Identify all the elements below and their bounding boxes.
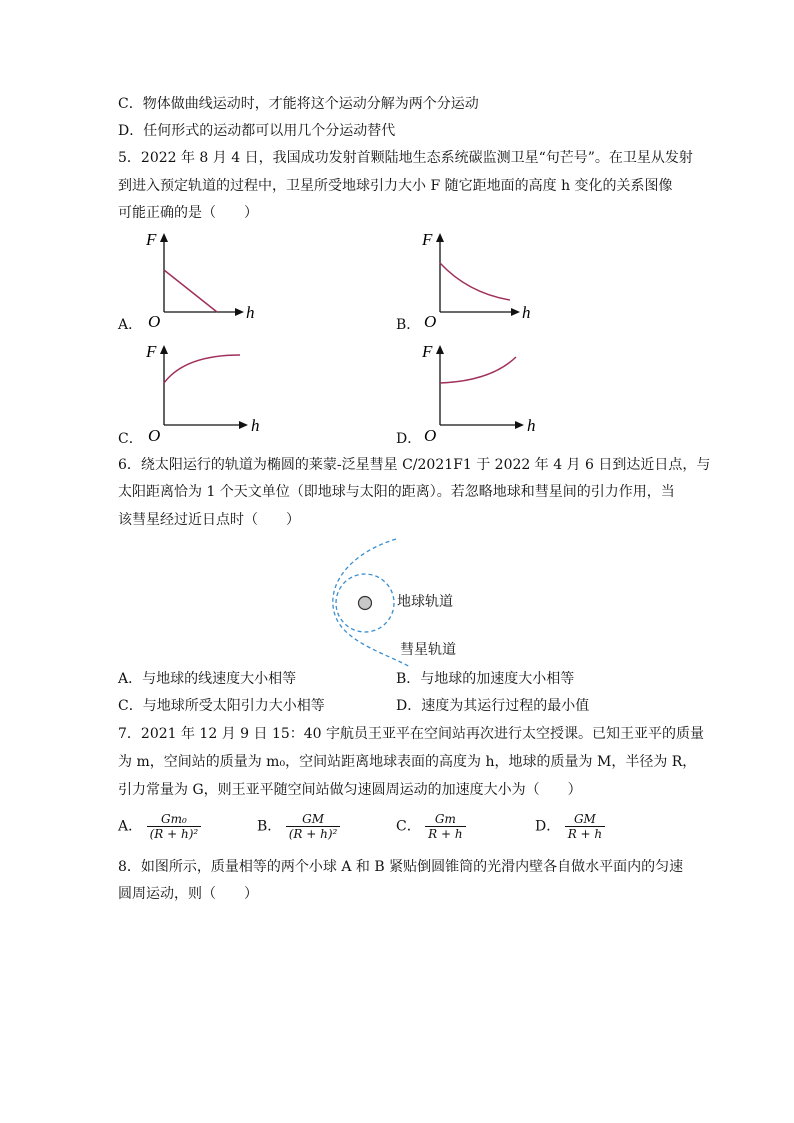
axis-label-h: h — [522, 303, 531, 322]
comet-orbit-label: 彗星轨道 — [400, 642, 456, 658]
denominator: (R + h)² — [288, 827, 338, 841]
q6-stem-line1: 6．绕太阳运行的轨道为椭圆的莱蒙-泛星彗星 C/2021F1 于 2022 年 4 月 6 日到达近日点，与 — [118, 457, 711, 473]
q7-option-b — [257, 812, 340, 841]
earth-orbit-label: 地球轨道 — [397, 594, 453, 610]
q5-stem-line2: 到进入预定轨道的过程中，卫星所受地球引力大小 F 随它距地面的高度 h 变化的关系图像 — [118, 178, 673, 194]
q5-stem-line1: 5．2022 年 8 月 4 日，我国成功发射首颗陆地生态系统碳监测卫星“句芒号”。在卫星从发射 — [118, 150, 693, 166]
numerator: Gm₀ — [147, 812, 202, 827]
q7-option-a — [118, 812, 201, 841]
y-axis-arrow-icon — [436, 233, 444, 242]
q4-option-c: C．物体做曲线运动时，才能将这个运动分解为两个分运动 — [118, 96, 479, 112]
q5-graph-a — [140, 225, 270, 335]
axis-label-h: h — [246, 303, 255, 322]
q7-stem-line3: 引力常量为 G，则王亚平随空间站做匀速圆周运动的加速度大小为（ ） — [118, 782, 582, 798]
q5-option-c-label: C． — [118, 431, 143, 447]
origin-label: O — [424, 312, 437, 331]
x-axis-arrow-icon — [235, 308, 244, 316]
q5-option-a-label: A． — [118, 317, 143, 333]
axis-label-h: h — [527, 416, 536, 435]
q5-graph-d — [416, 337, 551, 449]
axis-label-f: F — [146, 342, 157, 361]
q5-stem-line3: 可能正确的是（ ） — [118, 205, 258, 221]
q8-stem-line2: 圆周运动，则（ ） — [118, 886, 258, 902]
q7-option-c — [396, 812, 466, 841]
formula — [286, 812, 341, 841]
force-curve — [164, 270, 217, 312]
y-axis-arrow-icon — [160, 233, 168, 242]
x-axis-arrow-icon — [515, 421, 524, 429]
axis-label-f: F — [146, 230, 157, 249]
q5-graph-b — [416, 225, 546, 335]
q8-stem-line1: 8．如图所示，质量相等的两个小球 A 和 B 紧贴倒圆锥筒的光滑内壁各自做水平面内的匀速 — [118, 859, 684, 875]
origin-label: O — [148, 426, 161, 445]
denominator: R + h — [567, 827, 603, 841]
axis-label-f: F — [422, 230, 433, 249]
option-label: C． — [396, 818, 421, 835]
formula — [147, 812, 202, 841]
q7-option-d — [535, 812, 605, 841]
force-curve — [440, 263, 510, 300]
numerator: GM — [286, 812, 341, 827]
q6-option-d: D．速度为其运行过程的最小值 — [396, 698, 590, 714]
y-axis-arrow-icon — [436, 345, 444, 354]
option-label: D． — [535, 818, 561, 835]
numerator: Gm — [425, 812, 465, 827]
y-axis-arrow-icon — [160, 345, 168, 354]
q7-stem-line2: 为 m，空间站的质量为 m₀，空间站距离地球表面的高度为 h，地球的质量为 M，半径为 R， — [118, 754, 697, 770]
axis-label-f: F — [422, 342, 433, 361]
sun-icon — [359, 597, 372, 610]
q6-option-c: C．与地球所受太阳引力大小相等 — [118, 698, 325, 714]
numerator: GM — [565, 812, 605, 827]
option-label: B． — [257, 818, 282, 835]
q6-option-a: A．与地球的线速度大小相等 — [118, 671, 297, 687]
origin-label: O — [424, 426, 437, 445]
q6-option-b: B．与地球的加速度大小相等 — [396, 671, 575, 687]
q6-stem-line2: 太阳距离恰为 1 个天文单位（即地球与太阳的距离）。若忽略地球和彗星间的引力作用，当 — [118, 484, 675, 500]
force-curve — [440, 357, 516, 383]
q6-stem-line3: 该彗星经过近日点时（ ） — [118, 512, 300, 528]
axis-label-h: h — [251, 416, 260, 435]
q5-option-b-label: B． — [396, 317, 421, 333]
formula — [425, 812, 465, 841]
q7-stem-line1: 7．2021 年 12 月 9 日 15：40 宇航员王亚平在空间站再次进行太空授课。已知王亚平的质量 — [118, 726, 705, 742]
x-axis-arrow-icon — [511, 308, 520, 316]
q5-option-d-label: D． — [396, 431, 422, 447]
origin-label: O — [148, 312, 161, 331]
formula — [565, 812, 605, 841]
q5-graph-c — [140, 337, 275, 449]
denominator: (R + h)² — [149, 827, 199, 841]
force-curve — [164, 355, 240, 383]
denominator: R + h — [428, 827, 463, 841]
q4-option-d: D．任何形式的运动都可以用几个分运动替代 — [118, 123, 396, 139]
option-label: A． — [118, 818, 143, 835]
x-axis-arrow-icon — [239, 421, 248, 429]
